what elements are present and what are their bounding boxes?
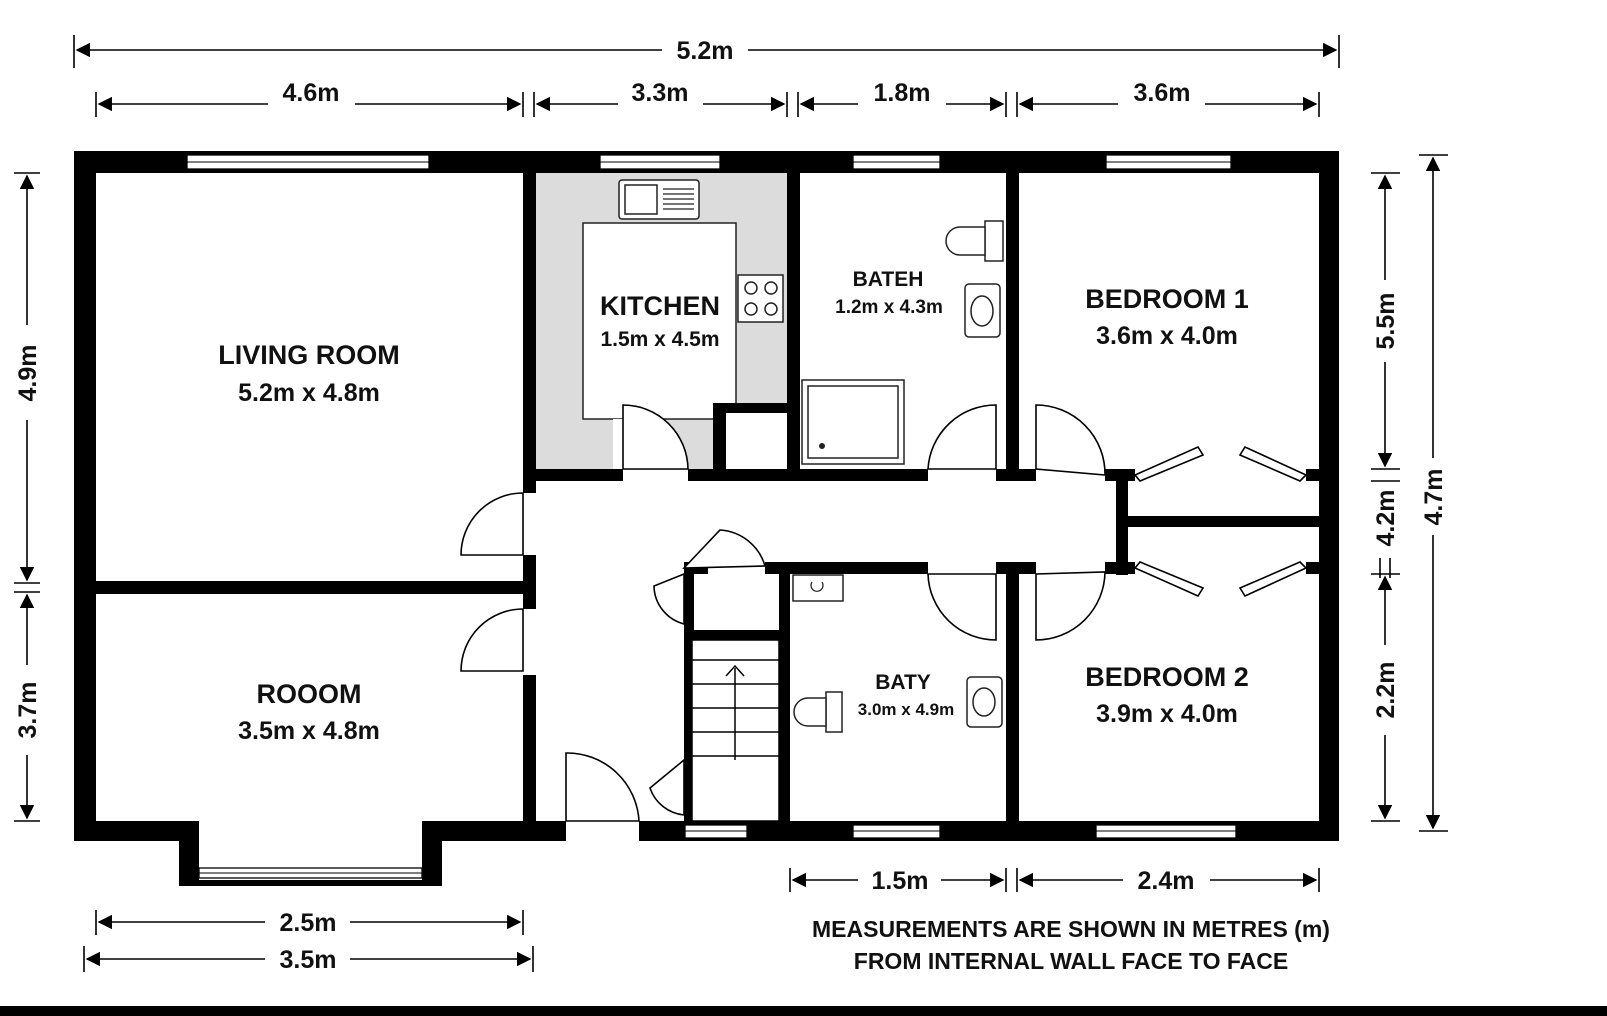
note-line-2: FROM INTERNAL WALL FACE TO FACE <box>853 948 1289 974</box>
room-size: 3.5m x 4.8m <box>238 717 380 745</box>
basin-bottom <box>967 677 1002 727</box>
basin-top <box>965 284 1000 337</box>
dim-right-inner-upper: 5.5m <box>1372 292 1400 350</box>
basin-bottom-small <box>793 575 843 601</box>
bath-bottom-name: BATY <box>875 671 931 694</box>
bedroom2-name: BEDROOM 2 <box>1085 662 1249 692</box>
dim-right-inner-middle: 4.2m <box>1372 489 1400 547</box>
cooker-hob <box>738 275 783 322</box>
toilet-top <box>946 221 1003 261</box>
dim-bottom-bay-inner: 2.5m <box>279 909 337 937</box>
dim-top-overall: 5.2m <box>676 37 734 65</box>
dim-bottom-bay-outer: 3.5m <box>279 946 337 974</box>
kitchen-sink <box>619 180 699 219</box>
room-name: ROOOM <box>256 679 362 709</box>
note-line-1: MEASUREMENTS ARE SHOWN IN METRES (m) <box>812 916 1330 942</box>
living-room-size: 5.2m x 4.8m <box>238 379 380 407</box>
bath-top-name: BATEH <box>852 268 924 291</box>
bedroom1-name: BEDROOM 1 <box>1085 284 1249 314</box>
kitchen-island <box>583 223 736 419</box>
kitchen-size: 1.5m x 4.5m <box>600 328 720 351</box>
dim-top-bath: 1.8m <box>873 79 931 107</box>
living-room-name: LIVING ROOM <box>218 340 400 370</box>
dim-right-outer: 4.7m <box>1420 468 1448 526</box>
bath-top-size: 1.2m x 4.3m <box>835 297 943 318</box>
dim-right-inner-lower: 2.2m <box>1372 661 1400 719</box>
bedroom1-size: 3.6m x 4.0m <box>1096 322 1238 350</box>
shower-tray <box>802 380 904 464</box>
dim-top-kitchen: 3.3m <box>631 79 689 107</box>
dim-bottom-bath: 1.5m <box>871 867 929 895</box>
kitchen-name: KITCHEN <box>600 291 720 321</box>
bottom-border <box>0 1006 1607 1016</box>
dim-top-living: 4.6m <box>282 79 340 107</box>
dim-top-bedroom: 3.6m <box>1133 79 1191 107</box>
dim-left-lower: 3.7m <box>14 681 42 739</box>
staircase <box>692 640 779 821</box>
toilet-bottom <box>794 692 842 732</box>
dim-bottom-bedroom: 2.4m <box>1137 867 1195 895</box>
dim-left-upper: 4.9m <box>14 344 42 402</box>
bath-bottom-size: 3.0m x 4.9m <box>857 700 955 719</box>
bedroom2-size: 3.9m x 4.0m <box>1096 700 1238 728</box>
